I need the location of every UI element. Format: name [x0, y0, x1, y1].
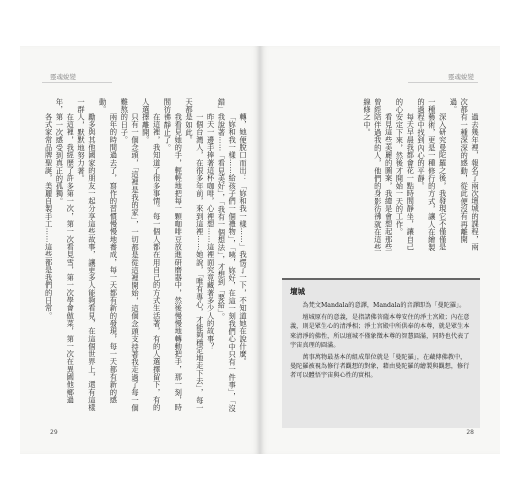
- paragraph: 我看見她的手，輕輕地把每一顆咖啡豆放進研磨器中，然後慢慢地轉動把手，那一刻，時間彷彿靜止了。: [163, 98, 184, 411]
- paragraph: 兩年的時間過去了，寫作的習慣慢慢地養成，每一天都有新的發現，每一天都有新的感動。: [98, 98, 119, 404]
- right-page-header: 靈魂蛻變: [448, 73, 474, 81]
- paragraph: 一個台灣人，在很多年前，來到這裡……她說，「唯有專心，才能夠穩定地走下去」，每一天都是如此。: [185, 98, 205, 412]
- paragraph: 「妳和我一樣……給孩子們一個禮物」，「咦，妳好，在這一刻我們心中只有一件事」，「沒錯」我說著……「看見美好」，「我有一個想法」，才想到「要給」。: [217, 98, 238, 412]
- paragraph: 在這裡，我知道了很多事情。每一個人都在用自己的方式生活著，有的人選擇留下，有的人選擇離開。: [141, 98, 162, 411]
- right-page-number: 28: [466, 429, 474, 436]
- left-header-line: [42, 82, 112, 83]
- left-page-header: 靈魂蛻變: [50, 73, 76, 81]
- sidebar-paragraph: 萬事萬物最基本的組成單位就是「曼陀羅」，在藏傳佛教中，曼陀羅被視為修行者觀想的對象，藉由曼陀羅的繪製與觀想，修行者可以體悟宇宙與心性的實相。: [290, 354, 470, 380]
- paragraph: 只有一個念頭，「這裡是我的家」，一切都是從這裡開始，這個念頭支持著我走過了每一個難熬的日子。: [120, 98, 141, 412]
- glossary-sidebar: [282, 278, 480, 428]
- paragraph: 勵多與其他國家的朋友一起分享這些故事，讓更多人能夠看見，在這個世界上，還有這樣一群人，默默地努力著。: [77, 98, 97, 411]
- paragraph: 轉，她便脫口而出：「妳和我一樣……」我愣了一下，不知道她在說什麼。: [239, 112, 248, 366]
- book-spread: [20, 46, 500, 454]
- paragraph: 在這裡，我經歷了許多第一次，第一次看見雪，第一次學會做菜，第一次在異國他鄉過年，第一次感受到真正的孤獨。: [55, 98, 76, 404]
- left-page-number: 29: [50, 429, 58, 436]
- right-page-body: [282, 98, 480, 253]
- sidebar-title: 壇城: [290, 287, 305, 296]
- sidebar-paragraph: 壇城原有的意義，是指諸佛菩薩本尊安住的淨土宮殿；內在意義，則是眾生心的清淨相；淨土宮殿中所供奉的本尊，就是眾生本來清淨的佛性，所以壇城不僅象徵本尊的智慧圓滿，同時也代表了宇宙真理的圓滿。: [290, 314, 470, 349]
- left-page-body: [40, 98, 248, 418]
- paragraph: 深入研究曼陀羅之後，我發現它不僅僅是一種藝術，更是一種修行的方式，讓人在繪製的過程中找到內心的平靜。: [417, 98, 448, 251]
- sidebar-paragraph: 為梵文Mandala的意譯，Mandala的音譯即為「曼陀羅」。: [302, 302, 466, 309]
- paragraph: 過去幾年裡，報名了兩次壇城的課程，兩次都有一種深深的感動，從此便沒有再離開過。: [449, 98, 480, 251]
- paragraph: 各式家常品牌聖誕，美麗自製手工……這些都是我們的日常。: [44, 112, 54, 320]
- right-page: [260, 46, 500, 454]
- paragraph: 看見這些美麗的圖案，我總是會想起那些曾經陪伴過我的人，他們的身影彷彿就在這些線條之中。: [363, 98, 394, 251]
- paragraph: 每天早晨我都會花一點時間靜坐，讓自己的心安定下來，然後才開始一天的工作。: [395, 98, 416, 251]
- right-header-line: [408, 82, 478, 83]
- paragraph: 昨天一邊手捧著這杯咖啡，心裡想……這裡面究竟藏著多少人的故事？: [206, 112, 216, 350]
- left-page: [20, 46, 260, 454]
